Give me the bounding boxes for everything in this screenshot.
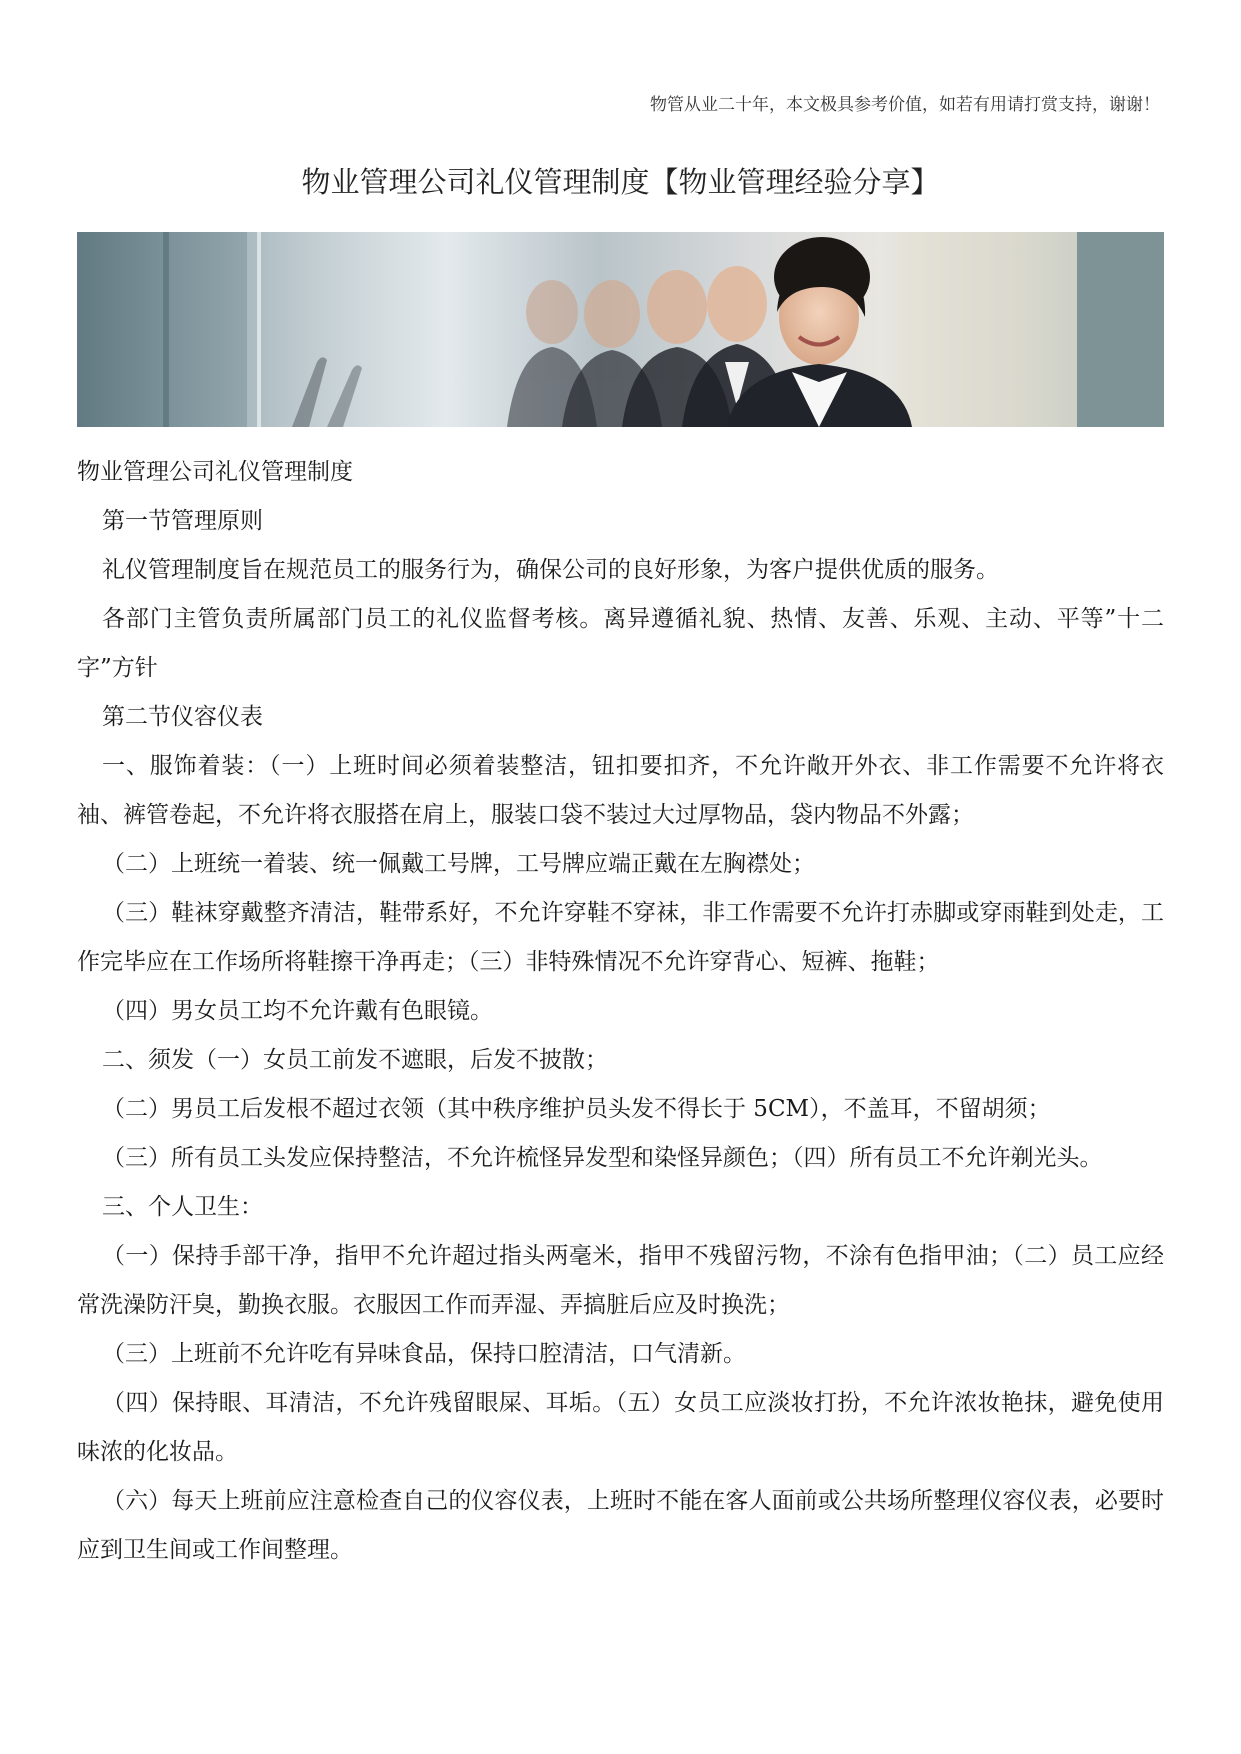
paragraph: 各部门主管负责所属部门员工的礼仪监督考核。离异遵循礼貌、热情、友善、乐观、主动、平等”十二字”方针 [77,606,1164,681]
paragraph: 第一节管理原则 [102,508,263,534]
paragraph: 礼仪管理制度旨在规范员工的服务行为，确保公司的良好形象，为客户提供优质的服务。 [102,557,999,583]
banner-photo [77,232,1164,427]
banner-illustration [77,232,1164,427]
paragraph: （四）男女员工均不允许戴有色眼镜。 [102,998,493,1024]
paragraph: 二、须发（一）女员工前发不遮眼，后发不披散； [102,1047,608,1073]
paragraph: （三）所有员工头发应保持整洁，不允许梳怪异发型和染怪异颜色；（四）所有员工不允许剃光头。 [102,1145,1103,1171]
paragraph: （二）男员工后发根不超过衣领（其中秩序维护员头发不得长于 5CM），不盖耳，不留胡须； [102,1096,1051,1122]
paragraph: （一）保持手部干净，指甲不允许超过指头两毫米，指甲不残留污物，不涂有色指甲油；（二）员工应经常洗澡防汗臭，勤换衣服。衣服因工作而弄湿、弄搞脏后应及时换洗； [77,1243,1164,1318]
document-title: 物业管理公司礼仪管理制度【物业管理经验分享】 [301,165,940,199]
paragraph: 一、服饰着装：（一）上班时间必须着装整洁，钮扣要扣齐，不允许敞开外衣、非工作需要不允许将衣袖、裤管卷起，不允许将衣服搭在肩上，服装口袋不装过大过厚物品，袋内物品不外露； [77,753,1164,828]
section-heading: 物业管理公司礼仪管理制度 [77,459,353,485]
paragraph: 三、个人卫生： [102,1194,263,1220]
paragraph: （二）上班统一着装、统一佩戴工号牌，工号牌应端正戴在左胸襟处； [102,851,815,877]
paragraph: （三）鞋袜穿戴整齐清洁，鞋带系好，不允许穿鞋不穿袜，非工作需要不允许打赤脚或穿雨鞋到处走，工作完毕应在工作场所将鞋擦干净再走；（三）非特殊情况不允许穿背心、短裤、拖鞋； [77,900,1164,975]
paragraph: 第二节仪容仪表 [102,704,263,730]
header-note: 物管从业二十年，本文极具参考价值，如若有用请打赏支持，谢谢！ [650,95,1160,115]
paragraph: （四）保持眼、耳清洁，不允许残留眼屎、耳垢。（五）女员工应淡妆打扮，不允许浓妆艳抹，避免使用味浓的化妆品。 [77,1390,1164,1465]
paragraph: （六）每天上班前应注意检查自己的仪容仪表，上班时不能在客人面前或公共场所整理仪容仪表，必要时应到卫生间或工作间整理。 [77,1488,1164,1563]
paragraph: （三）上班前不允许吃有异味食品，保持口腔清洁，口气清新。 [102,1341,746,1367]
document-body [77,448,1164,1575]
